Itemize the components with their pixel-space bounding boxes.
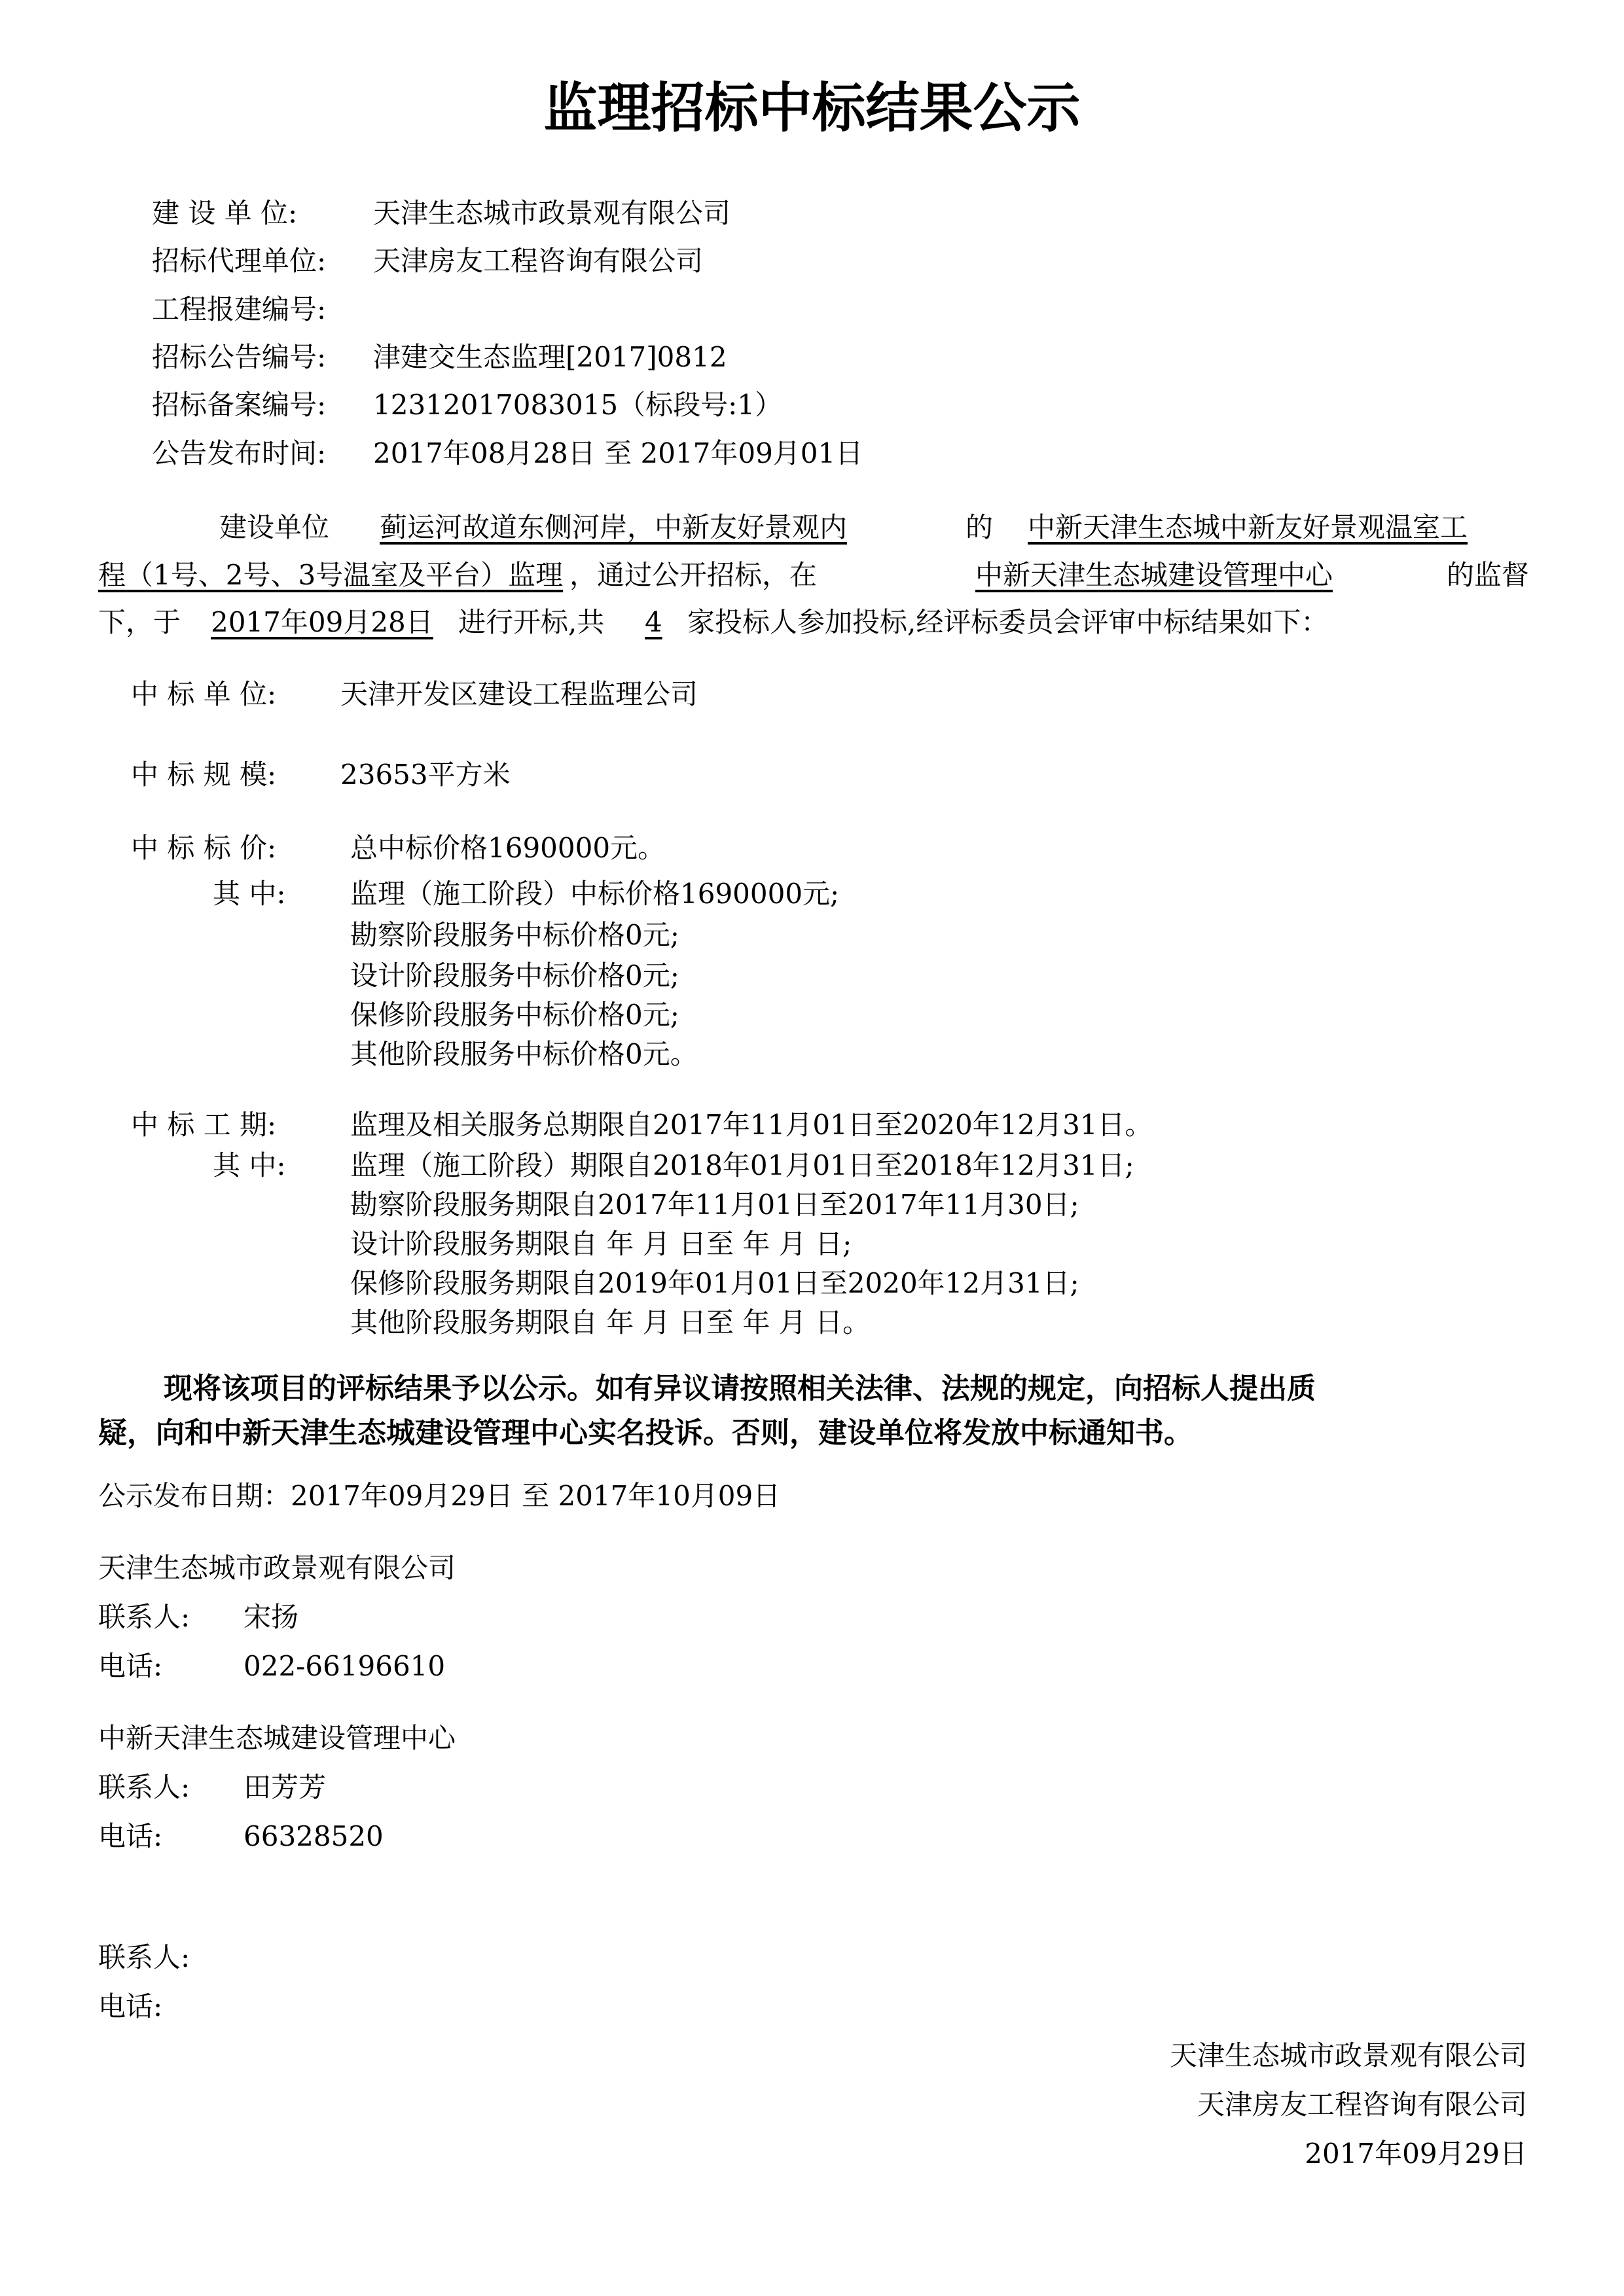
record-no-label: 招标备案编号:	[152, 389, 327, 421]
winner-label: 中 标 单 位:	[131, 678, 277, 710]
record-no-value: 12312017083015（标段号:1）	[373, 389, 782, 421]
agent-value: 天津房友工程咨询有限公司	[373, 245, 704, 277]
intro-tender-text: ，通过公开招标，在	[569, 559, 818, 591]
extra-contact-person-label: 联系人:	[98, 1941, 190, 1973]
scale-value: 23653平方米	[340, 759, 511, 791]
contact-person-label: 联系人:	[98, 1601, 190, 1633]
intro-supervise-text: 的监督	[1447, 559, 1530, 591]
project-no-label: 工程报建编号:	[152, 293, 327, 325]
page-title: 监理招标中标结果公示	[543, 77, 1081, 139]
period-item: 其他阶段服务期限自 年 月 日至 年 月 日。	[350, 1306, 871, 1338]
contact-phone-label: 电话:	[98, 1820, 163, 1852]
intro-builder-text: 建设单位	[219, 511, 330, 543]
price-item: 监理（施工阶段）中标价格1690000元;	[350, 878, 840, 910]
intro-location: 蓟运河故道东侧河岸，中新友好景观内	[380, 511, 848, 543]
notice-no-label: 招标公告编号:	[152, 341, 327, 373]
price-total: 总中标价格1690000元。	[350, 832, 666, 864]
publish-time-label: 公告发布时间:	[152, 437, 327, 469]
scale-label: 中 标 规 模:	[131, 759, 277, 791]
price-item: 其他阶段服务中标价格0元。	[350, 1038, 698, 1070]
contact-phone-label: 电话:	[98, 1650, 163, 1682]
period-item: 勘察阶段服务期限自2017年11月01日至2017年11月30日;	[350, 1189, 1079, 1221]
period-total: 监理及相关服务总期限自2017年11月01日至2020年12月31日。	[350, 1109, 1153, 1141]
notice-no-value: 津建交生态监理[2017]0812	[373, 341, 727, 373]
period-item: 保修阶段服务期限自2019年01月01日至2020年12月31日;	[350, 1267, 1079, 1299]
contact-person: 宋扬	[244, 1601, 299, 1633]
period-item: 监理（施工阶段）期限自2018年01月01日至2018年12月31日;	[350, 1149, 1134, 1181]
period-label: 中 标 工 期:	[131, 1109, 277, 1141]
intro-open-date: 2017年09月28日	[211, 606, 433, 638]
signature-org-1: 天津生态城市政景观有限公司	[1169, 2039, 1527, 2072]
notice-line1: 现将该项目的评标结果予以公示。如有异议请按照相关法律、法规的规定，向招标人提出质	[164, 1372, 1316, 1405]
price-sub-label: 其 中:	[213, 878, 286, 910]
contact-org: 中新天津生态城建设管理中心	[98, 1722, 456, 1754]
period-item: 设计阶段服务期限自 年 月 日至 年 月 日;	[350, 1228, 852, 1260]
notice-line2: 疑，向和中新天津生态城建设管理中心实名投诉。否则，建设单位将发放中标通知书。	[98, 1416, 1193, 1450]
intro-on-text: 下，于	[98, 606, 181, 638]
price-item: 设计阶段服务中标价格0元;	[350, 960, 679, 992]
signature-org-2: 天津房友工程咨询有限公司	[1197, 2089, 1527, 2121]
agent-label: 招标代理单位:	[152, 245, 327, 277]
builder-value: 天津生态城市政景观有限公司	[373, 197, 731, 229]
contact-person-label: 联系人:	[98, 1771, 190, 1803]
period-sub-label: 其 中:	[213, 1149, 286, 1181]
intro-result-text: 家投标人参加投标,经评标委员会评审中标结果如下：	[687, 606, 1329, 638]
intro-of-text: 的	[965, 511, 994, 543]
contact-phone: 66328520	[244, 1820, 384, 1852]
extra-contact-phone-label: 电话:	[98, 1990, 163, 2022]
builder-label: 建 设 单 位:	[152, 197, 298, 229]
price-item: 勘察阶段服务中标价格0元;	[350, 919, 679, 951]
contact-person: 田芳芳	[244, 1771, 327, 1803]
intro-opening-text: 进行开标,共	[458, 606, 605, 638]
contact-org: 天津生态城市政景观有限公司	[98, 1552, 456, 1584]
intro-project-line1: 中新天津生态城中新友好景观温室工	[1028, 511, 1468, 543]
intro-supervisor: 中新天津生态城建设管理中心	[975, 559, 1333, 591]
price-label: 中 标 标 价:	[131, 832, 277, 864]
intro-project-line2: 程（1号、2号、3号温室及平台）监理	[98, 559, 564, 591]
signature-date: 2017年09月29日	[1305, 2138, 1527, 2170]
intro-bidders-count: 4	[645, 606, 662, 638]
price-item: 保修阶段服务中标价格0元;	[350, 999, 679, 1031]
publicity-date: 公示发布日期：2017年09月29日 至 2017年10月09日	[98, 1480, 781, 1512]
publish-time-value: 2017年08月28日 至 2017年09月01日	[373, 437, 863, 469]
contact-phone: 022-66196610	[244, 1650, 446, 1682]
winner-value: 天津开发区建设工程监理公司	[340, 678, 698, 710]
